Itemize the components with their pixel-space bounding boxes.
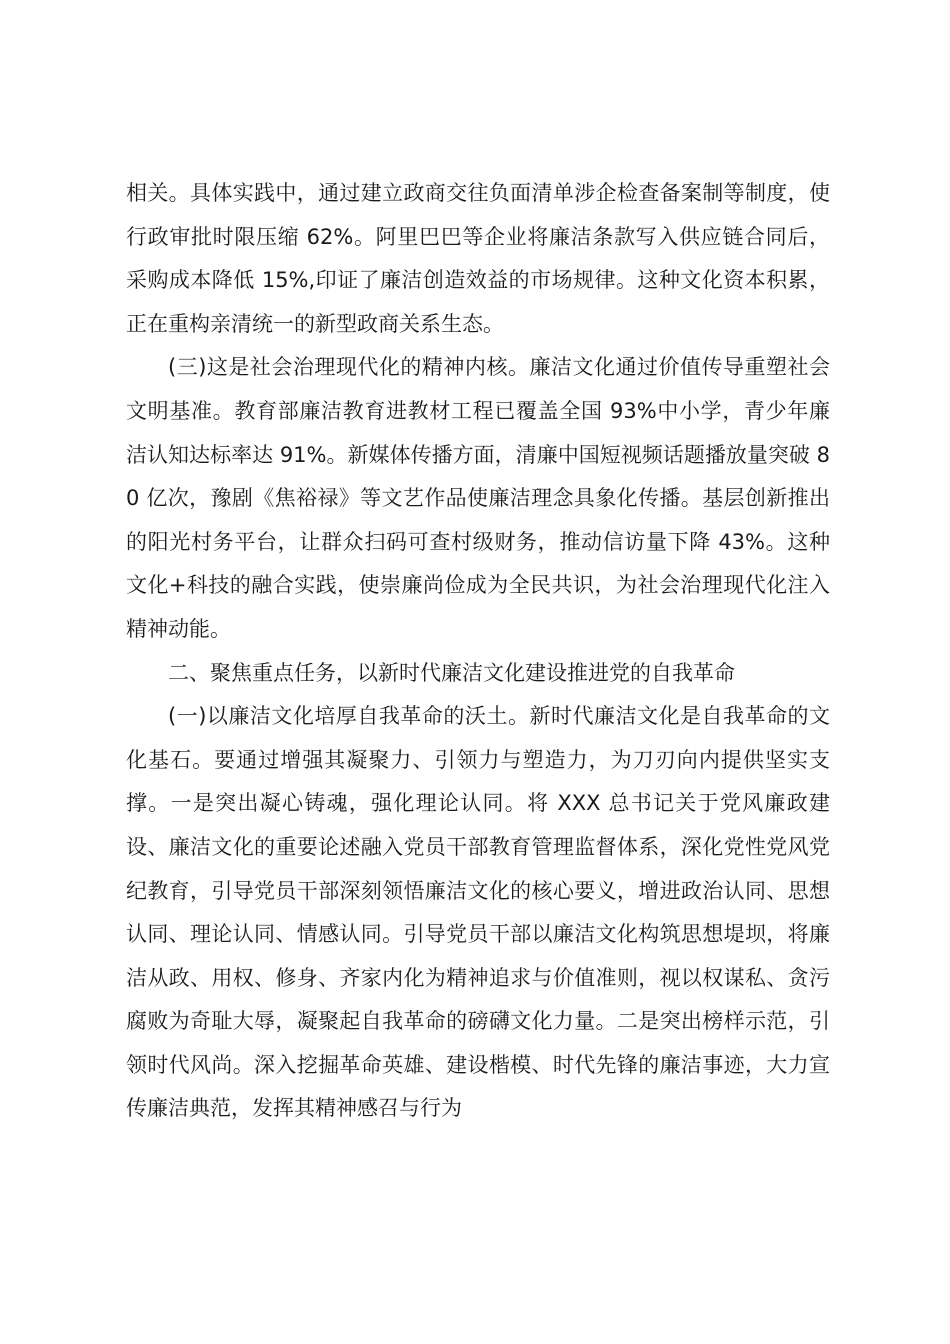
paragraph-section-three: (三)这是社会治理现代化的精神内核。廉洁文化通过价值传导重塑社会文明基准。教育部廉洁教育进教材工程已覆盖全国 93%中小学，青少年廉洁认知达标率达 91%。新媒体传播方面，清廉中国短视频话题播放量突破 80 亿次，豫剧《焦裕禄》等文艺作品使廉洁理念具象化传播。基层创新推出的阳光村务平台，让群众扫码可查村级财务，推动信访量下降 43%。这种文化+科技的融合实践，使崇廉尚俭成为全民共识，为社会治理现代化注入精神动能。 xyxy=(126,355,830,641)
paragraph-continuation: 相关。具体实践中，通过建立政商交往负面清单涉企检查备案制等制度，使行政审批时限压缩 62%。阿里巴巴等企业将廉洁条款写入供应链合同后，采购成本降低 15%,印证了廉洁创造效益的市场规律。这种文化资本积累，正在重构亲清统一的新型政商关系生态。 xyxy=(126,181,830,336)
document-body xyxy=(126,172,830,1131)
paragraph-subsection-one: (一)以廉洁文化培厚自我革命的沃土。新时代廉洁文化是自我革命的文化基石。要通过增强其凝聚力、引领力与塑造力，为刀刃向内提供坚实支撑。一是突出凝心铸魂，强化理论认同。将 XXX 总书记关于党风廉政建设、廉洁文化的重要论述融入党员干部教育管理监督体系，深化党性党风党纪教育，引导党员干部深刻领悟廉洁文化的核心要义，增进政治认同、思想认同、理论认同、情感认同。引导党员干部以廉洁文化构筑思想堤坝，将廉洁从政、用权、修身、齐家内化为精神追求与价值准则，视以权谋私、贪污腐败为奇耻大辱，凝聚起自我革命的磅礴文化力量。二是突出榜样示范，引领时代风尚。深入挖掘革命英雄、建设楷模、时代先锋的廉洁事迹，大力宣传廉洁典范，发挥其精神感召与行为 xyxy=(126,704,830,1121)
section-heading-two: 二、聚焦重点任务，以新时代廉洁文化建设推进党的自我革命 xyxy=(168,660,735,685)
